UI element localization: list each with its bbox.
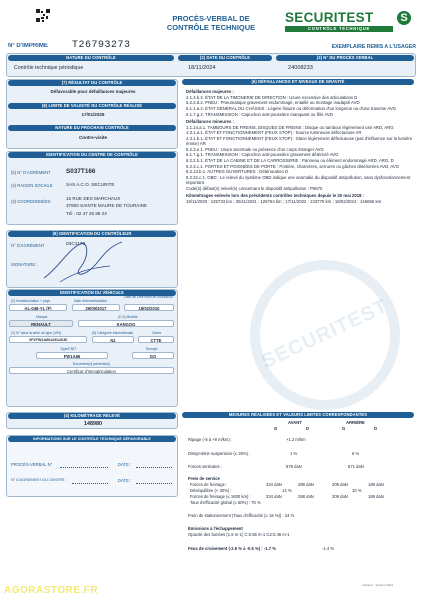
type-label: Type/CNIT	[60, 347, 77, 351]
control-date: 18/11/2024	[188, 65, 216, 71]
mileage-value: 148980	[84, 421, 102, 427]
brake-front-right: 288 daN	[298, 482, 314, 487]
vin-label: (1) N° dans la série du type (VIN)	[11, 331, 61, 335]
front-left-col: G	[274, 426, 278, 431]
counter-agreement-label: N° D'AGRÉMENT DU CENTRE :	[11, 478, 67, 482]
vehicle-header: IDENTIFICATION DU VÉHICULE	[8, 290, 176, 296]
forces-front: 878 daN	[286, 464, 302, 469]
counter-pv-field	[60, 467, 108, 468]
brake2-rear-left: 209 daN	[332, 494, 348, 499]
mileage-history-title: Kilométrages enlevés lors des précédents contrôles techniques depuis le 20 mai 2018 :	[186, 193, 365, 198]
measures-table	[182, 419, 414, 579]
result-header: (7) RÉSULTAT DU CONTRÔLE	[8, 80, 176, 86]
major-defects-title: Défaillances majeures :	[186, 89, 234, 94]
inspector-signature	[40, 238, 130, 286]
center-coords-label: (3) COORDONNÉES	[11, 199, 51, 204]
genre-label: Genre	[152, 331, 162, 335]
signature-label: SIGNATURE :	[11, 262, 38, 267]
category: N1	[92, 336, 134, 343]
make-label: Marque	[36, 315, 48, 319]
inspector-agreement: 03C1170	[66, 242, 86, 247]
rear-heading: ARRIÈRE	[346, 420, 365, 425]
major-defect: 2.1.3.b.2. ÉTAT DE LA TIMONERIE DE DIRECTION : Usure excessive des articulations D	[186, 94, 358, 100]
reg-label: (2) Immatriculation + pays	[11, 299, 51, 303]
counter-date2-label: DATE :	[118, 478, 132, 483]
rear-right-col: D	[374, 426, 378, 431]
document-title	[161, 14, 261, 32]
validity-header: (8) LIMITE DE VALIDITÉ DU CONTRÔLE RÉALISÉ	[8, 103, 176, 109]
brake2-rear-right: 189 daN	[368, 494, 384, 499]
forces-rear: 571 daN	[348, 464, 364, 469]
mileage-history: 19/11/2020 : 125733 km ; 30/11/2021 : 126764 km ; 17/11/2022 : 133779 km ; 18/02/2024 : 146656 km	[186, 198, 382, 204]
minor-defect: 6.1.7.g.1. TRANSMISSION : Capuchon anti-poussière gravement détérioré AVG	[186, 152, 339, 158]
brand-subtitle: CONTRÔLE TECHNIQUE	[285, 26, 393, 32]
qr-code	[36, 9, 50, 22]
center-address-2: 37800 SAINTE MAURE DE TOURAINE	[66, 203, 148, 208]
minor-defect: 8.2.13.b.1. AUTRES OUVERTURES : Détérioration D	[186, 169, 289, 175]
brake2-front-left: 334 daN	[266, 494, 282, 499]
category-label: (5) Catégorie internationale	[92, 331, 134, 335]
energy: GO	[132, 352, 174, 359]
model-label: (D.3) Modèle	[118, 315, 138, 319]
minor-defect: 4.3.1.b.1. ÉTAT ET FONCTIONNEMENT (FEUX STOP) : Glace légèrement défectueuse (pas d'influence sur la lumière émise) AR	[186, 135, 413, 146]
ripage-value: +1.2 m/km	[286, 437, 306, 442]
next-control-value: Contre-visite	[78, 135, 108, 140]
dissym-label: Dissymétrie suspension (≤ 30%) :	[188, 451, 251, 456]
forces-label: Forces verticales :	[188, 464, 222, 469]
minor-defect: 4.3.1.a.1. ÉTAT ET FONCTIONNEMENT (FEUX STOP) : Source lumineuse défectueuse AR	[186, 130, 362, 136]
registration: AL-048-YL (F)	[9, 304, 67, 311]
date-header: (2) DATE DU CONTRÔLE	[178, 55, 272, 61]
minor-defect: 6.2.2.b.1. ÉTAT DE LA CABINE ET DE LA CARROSSERIE : Panneau ou élément endommagé ARD, ARG, D	[186, 158, 394, 164]
counter-pv-label: PROCÈS-VERBAL N°	[11, 462, 53, 467]
docs-presented: Certificat d'immatriculation	[9, 367, 174, 374]
print-number-label: N° D'IMPRIMÉ	[8, 43, 48, 49]
center-phone: Tél : 02 47 25 88 24	[66, 211, 107, 216]
parking-brake: Frein de stationnement (Taux d'efficacité (≥ 18 %)) : 24 %	[188, 513, 295, 518]
brake-imbalance-front: 14 %	[282, 488, 292, 493]
minor-defect: 5.2.3.e.1. PNEU : Usure anormale ou présence d'un corps étranger AVG	[186, 146, 324, 152]
docs-label: Document(s) présenté(s)	[72, 362, 111, 366]
minor-defect: 6.2.3.c.1. PORTES ET POIGNÉES DE PORTE : Portière, charnières, serrures ou gâches détériorées AVD, AVG	[186, 163, 400, 169]
make: RENAULT	[9, 320, 73, 327]
brand-emblem-icon: S	[397, 11, 411, 25]
securitest-watermark-text: SECURITEST	[258, 295, 392, 373]
title-line-2: CONTRÔLE TECHNIQUE	[166, 23, 256, 32]
counter-date-label: DATE :	[118, 462, 132, 467]
energy-label: Énergie	[146, 347, 158, 351]
center-header: IDENTIFICATION DU CENTRE DE CONTRÔLE	[8, 152, 176, 158]
center-agreement-label: (5) N° D'AGRÉMENT	[11, 170, 51, 175]
pv-number: 24008233	[288, 65, 313, 71]
dissym-rear: 6 %	[352, 451, 360, 456]
measures-header: MESURES RÉALISÉES ET VALEURS LIMITES CORRESPONDANTES	[182, 412, 414, 418]
brake-forces-label: Forces de freinage :	[190, 482, 228, 487]
center-company-label: (4) RAISON SOCIALE	[11, 183, 53, 188]
pv-number-header: (3) N° DU PROCÈS VERBAL	[276, 55, 414, 61]
center-address-1: 15 RUE DES MARCHAUX	[66, 196, 121, 201]
type-cnit: FW1A86	[36, 352, 108, 359]
headlight-left: Feux de croisement (-2.5 % à -0.5 %) : -1.7 %	[188, 546, 276, 551]
counter-date-field	[136, 467, 172, 468]
minor-defect: Code(s) défaut(s) relevé(s) concernant le dispositif antipollution : P0670	[186, 185, 323, 191]
nature-header: NATURE DU CONTRÔLE	[8, 55, 174, 61]
print-version: Imprimé - Version 2024	[362, 584, 394, 587]
major-defect: 5.2.3.d.2. PNEU : Pneumatique gravement endommagé, entaillé ou montage inadapté AVD	[186, 100, 360, 106]
reg-date: 26/09/2017	[72, 304, 120, 311]
next-control-header: NATURE DU PROCHAIN CONTRÔLE	[8, 125, 176, 131]
global-efficiency: Taux d'efficacité global (≥ 50%) : 70 %	[190, 500, 261, 505]
brake-imbalance-rear: 10 %	[352, 488, 362, 493]
brake-forces2-label: Forces de freinage (≤ 1600 km) :	[190, 494, 251, 499]
dissym-front: 1 %	[290, 451, 298, 456]
brake-rear-right: 189 daN	[368, 482, 384, 487]
minor-defects-title: Défaillances mineures :	[186, 118, 235, 124]
counter-visit-header: INFORMATIONS SUR LE CONTRÔLE TECHNIQUE DÉFAVORABLE	[8, 436, 176, 442]
brake2-front-right: 288 daN	[298, 494, 314, 499]
validity-date: 17/01/2025	[81, 112, 105, 117]
rear-left-col: G	[342, 426, 346, 431]
brand-logo	[285, 11, 413, 33]
front-right-col: D	[306, 426, 310, 431]
center-company: SAS A.C.O. SECURITE	[66, 182, 115, 187]
genre: CTTE	[138, 336, 174, 343]
vin: VF1FW1A8642612630	[9, 336, 87, 343]
service-brake-title: Frein de service	[188, 476, 220, 481]
opacity-value: Opacité des fumées (1.5 m-1) C:0.55 m-1 C2:0.48 m-1	[188, 532, 290, 537]
reg-date-label: Date d'immatriculation	[74, 299, 108, 303]
center-agreement: S037T166	[66, 168, 96, 175]
emissions-title: Émissions à l'échappement	[188, 526, 243, 531]
counter-date2-field	[136, 483, 172, 484]
defects-header: (6) DÉFAILLANCES ET NIVEAUX DE GRAVITÉ	[182, 79, 414, 85]
brake-rear-left: 209 daN	[332, 482, 348, 487]
counter-agreement-field	[72, 483, 108, 484]
minor-defect: 8.2.22.c.1. OBD : Le relevé du système OBD indique une anomalie du dispositif antipollution, sans dysfonctionnement important	[186, 175, 411, 186]
model: KANGOO	[78, 320, 174, 327]
major-defect: 6.1.1.a.2. ÉTAT GÉNÉRAL DU CHÂSSIS : Légère fissure ou déformation d'un longeron ou d'une traverse AVG	[186, 106, 397, 112]
result-value: Défavorable pour défaillances majeures	[50, 89, 136, 94]
brake-front-left: 334 daN	[266, 482, 282, 487]
control-nature: Contrôle technique périodique	[14, 65, 84, 71]
brand-name: SECURITEST	[285, 11, 374, 25]
agorastore-watermark: AGORASTORE.FR	[4, 585, 99, 596]
first-reg-date: 18/02/2010	[124, 304, 174, 311]
first-reg-label: Date de 1ère mise en circulation	[124, 295, 173, 299]
defects-list	[186, 89, 414, 204]
ripage-label: Ripage (-8 à +8 m/km) :	[188, 437, 233, 442]
print-number: T26793273	[72, 40, 131, 51]
inspector-header: (9) IDENTIFICATION DU CONTRÔLEUR	[8, 231, 176, 237]
inspector-agreement-label: N° D'AGRÉMENT	[11, 243, 45, 248]
title-line-1: PROCÈS-VERBAL DE	[172, 14, 250, 23]
headlight-right: -1.4 %	[322, 546, 335, 551]
major-defect: 6.1.7.g.2. TRANSMISSION : Capuchon anti-poussière manquant ou fêlé AVD	[186, 111, 333, 117]
mileage-header: (4) KILOMÉTRAGE RELEVÉ	[8, 413, 176, 419]
front-heading: AVANT	[288, 420, 302, 425]
copy-note: EXEMPLAIRE REMIS A L'USAGER	[331, 44, 416, 50]
minor-defect: 1.1.14.a.1. TAMBOURS DE FREINS, DISQUES DE FREINS : Disque ou tambour légèrement usé ARD, ARG	[186, 124, 394, 130]
brake-imbalance-label: Déséquilibre (< 30%) :	[190, 488, 232, 493]
